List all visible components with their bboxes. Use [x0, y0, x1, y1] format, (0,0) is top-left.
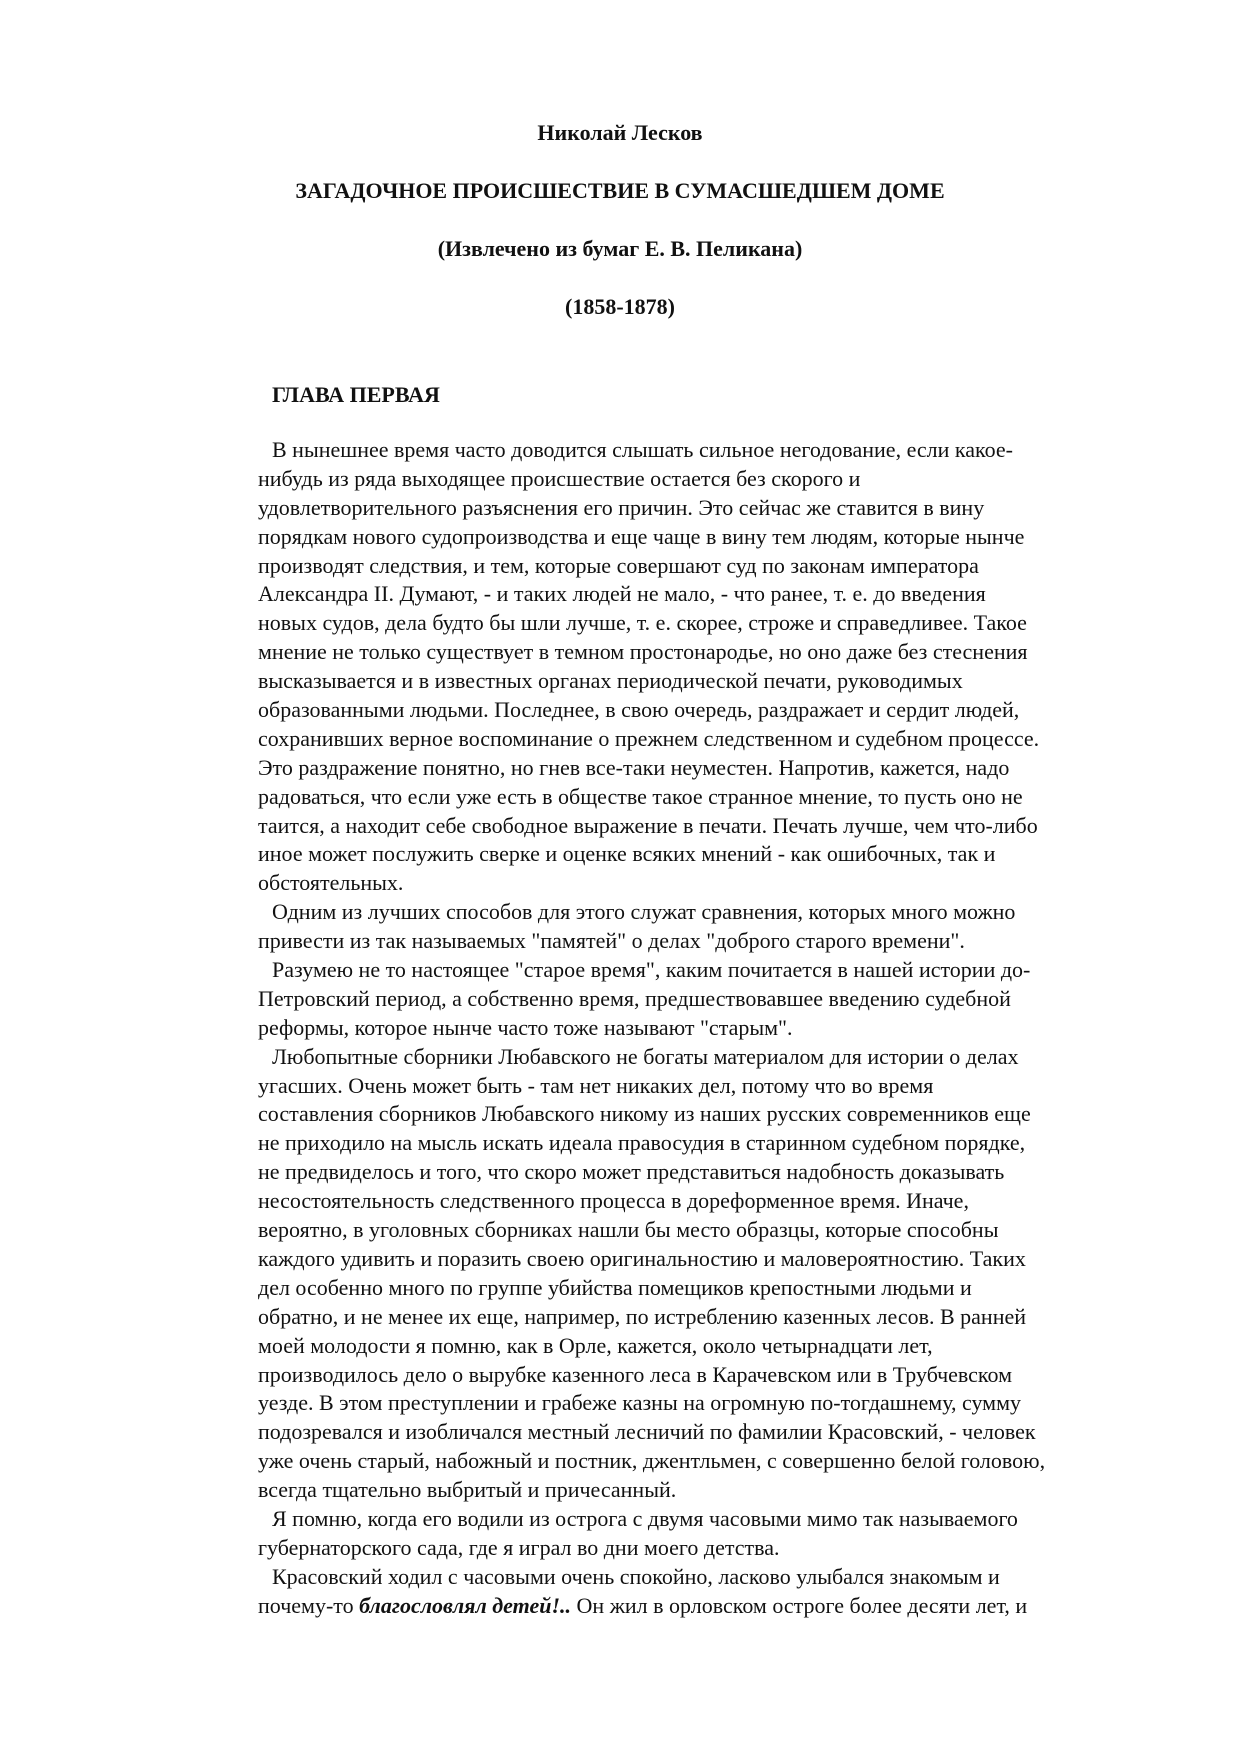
text-line: Красовский ходил с часовыми очень спокойно, ласково улыбался знакомым и — [272, 1563, 1000, 1589]
text-line: дел особенно много по группе убийства помещиков крепостными людьми и — [258, 1274, 972, 1300]
text-line: Александра II. Думают, - и таких людей не мало, - что ранее, т. е. до введения — [258, 581, 986, 607]
text-line: порядкам нового судопроизводства и еще чаще в вину тем людям, которые нынче — [258, 523, 1025, 549]
text-line: производилось дело о вырубке казенного леса в Карачевском или в Трубчевском — [258, 1361, 1013, 1387]
text-line: иное может послужить сверке и оценке всяких мнений - как ошибочных, так и — [258, 841, 996, 867]
text-line: всегда тщательно выбритый и причесанный. — [258, 1477, 677, 1503]
text-line: составления сборников Любавского никому из наших русских современников еще — [258, 1101, 1031, 1127]
story-years: (1858-1878) — [565, 294, 675, 319]
text-line: подозревался и изобличался местный лесничий по фамилии Красовский, - человек — [258, 1419, 1036, 1445]
text-line: высказывается и в известных органах периодической печати, руководимых — [258, 668, 963, 694]
text-line: привести из так называемых "памятей" о делах "доброго старого времени". — [258, 928, 965, 954]
story-title: ЗАГАДОЧНОЕ ПРОИСШЕСТВИЕ В СУМАСШЕДШЕМ ДОМЕ — [295, 178, 945, 203]
text-line: Это раздражение понятно, но гнев все-таки неуместен. Напротив, кажется, надо — [258, 754, 1010, 780]
text-line: радоваться, что если уже есть в обществе такое странное мнение, то пусть оно не — [258, 783, 1023, 809]
text-line: мнение не только существует в темном простонародье, но оно даже без стеснения — [258, 639, 1028, 665]
author-name: Николай Лесков — [537, 120, 703, 145]
text-line: не приходило на мысль искать идеала правосудия в старинном судебном порядке, — [258, 1130, 1026, 1156]
text-line: не предвиделось и того, что скоро может представиться надобность доказывать — [258, 1159, 1005, 1185]
text-line: образованными людьми. Последнее, в свою очередь, раздражает и сердит людей, — [258, 697, 1020, 723]
emphasis-text: благословлял детей!.. — [359, 1592, 572, 1618]
text-line: каждого удивить и поразить своею оригинальностию и маловероятностию. Таких — [258, 1245, 1026, 1271]
text-line: сохранивших верное воспоминание о прежнем следственном и судебном процессе. — [258, 725, 1040, 751]
text-line: несостоятельность следственного процесса в дореформенное время. Иначе, — [258, 1188, 969, 1214]
text-line: В нынешнее время часто доводится слышать сильное негодование, если какое- — [272, 437, 1013, 462]
text-line: уезде. В этом преступлении и грабеже казны на огромную по-тогдашнему, сумму — [258, 1390, 1022, 1416]
text-line: новых судов, дела будто бы шли лучше, т. е. скорее, строже и справедливее. Такое — [258, 610, 1027, 636]
text-line: реформы, которое нынче часто тоже называют "старым". — [258, 1014, 793, 1040]
text-line: таится, а находит себе свободное выражение в печати. Печать лучше, чем что-либо — [258, 812, 1038, 838]
text-line: угасших. Очень может быть - там нет никаких дел, потому что во время — [258, 1072, 934, 1098]
text-line: моей молодости я помню, как в Орле, кажется, около четырнадцати лет, — [258, 1332, 933, 1358]
text-line: Одним из лучших способов для этого служат сравнения, которых много можно — [272, 899, 1016, 925]
text-line: нибудь из ряда выходящее происшествие остается без скорого и — [258, 465, 861, 491]
story-subtitle: (Извлечено из бумаг Е. В. Пеликана) — [437, 236, 803, 261]
text-line: Разумею не то настоящее "старое время", каким почитается в нашей истории до- — [272, 957, 1031, 983]
text-line-last — [258, 1592, 1158, 1621]
text-line: обстоятельных. — [258, 870, 404, 896]
text-line: Любопытные сборники Любавского не богаты материалом для истории о делах — [272, 1043, 1019, 1069]
chapter-heading: ГЛАВА ПЕРВАЯ — [272, 382, 440, 407]
text-line: обратно, и не менее их еще, например, по истреблению казенных лесов. В ранней — [258, 1303, 1027, 1329]
text-line: удовлетворительного разъяснения его причин. Это сейчас же ставится в вину — [258, 494, 985, 520]
body-text — [258, 436, 1158, 1621]
last-line-before: почему-то — [258, 1592, 360, 1618]
text-line: Петровский период, а собственно время, предшествовавшее введению судебной — [258, 985, 1011, 1011]
text-line: уже очень старый, набожный и постник, джентльмен, с совершенно белой головою, — [258, 1448, 1046, 1474]
last-line-after: Он жил в орловском остроге более десяти лет, и — [571, 1592, 1028, 1618]
text-line: производят следствия, и тем, которые совершают суд по законам императора — [258, 552, 979, 578]
text-line: губернаторского сада, где я играл во дни моего детства. — [258, 1534, 780, 1560]
text-line: Я помню, когда его водили из острога с двумя часовыми мимо так называемого — [272, 1505, 1018, 1531]
text-line: вероятно, в уголовных сборниках нашли бы место образцы, которые способны — [258, 1217, 999, 1243]
